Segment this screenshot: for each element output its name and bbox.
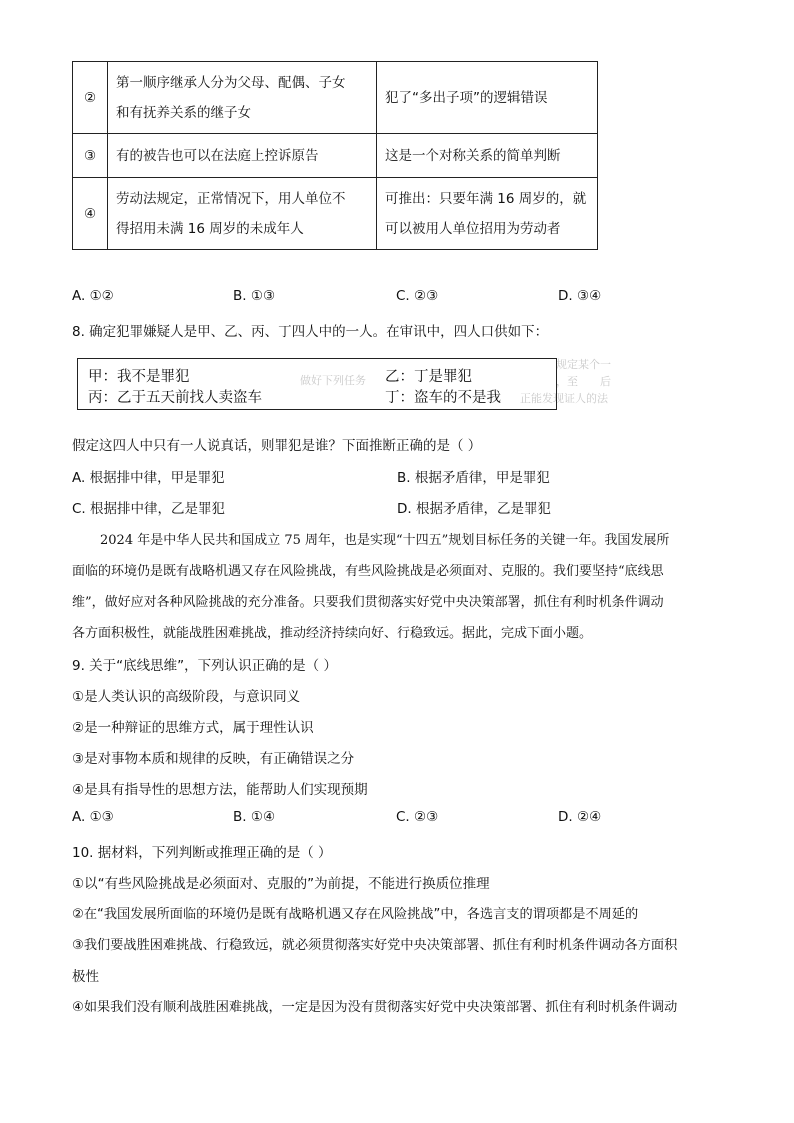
q9-option-d: D. ②④ [558,809,602,825]
testimony-bing: 丙：乙于五天前找人卖盗车 [88,390,262,406]
q10-item-3-cont: 极性 [72,969,99,985]
q8-option-a: A. 根据排中律，甲是罪犯 [72,470,225,486]
testimony-box [77,358,557,410]
q8-option-b: B. 根据矛盾律，甲是罪犯 [397,470,550,486]
material-line-3: 维”，做好应对各种风险挑战的充分准备。只要我们贯彻落实好党中央决策部署，抓住有利时机条件调动 [72,595,664,610]
q10-stem: 10. 据材料，下列判断或推理正确的是（ ） [72,845,332,861]
q9-stem: 9. 关于“底线思维”，下列认识正确的是（ ） [72,658,337,674]
q7-option-b: B. ①③ [233,288,276,304]
q9-option-c: C. ②③ [396,809,439,825]
logic-table [72,61,598,250]
q8-stem: 8. 确定犯罪嫌疑人是甲、乙、丙、丁四人中的一人。在审讯中，四人口供如下： [72,324,549,340]
table-cell: 有的被告也可以在法庭上控诉原告 [108,134,377,178]
material-line-2: 面临的环境仍是既有战略机遇又存在风险挑战，有些风险挑战是必须面对、克服的。我们要坚持“底线思 [72,564,664,579]
testimony-jia: 甲：我不是罪犯 [88,369,190,385]
table-cell: 第一顺序继承人分为父母、配偶、子女 和有抚养关系的继子女 [108,62,377,134]
material-line-4: 各方面积极性，就能战胜困难挑战，推动经济持续向好、行稳致远。据此，完成下面小题。 [72,626,593,641]
q7-option-d: D. ③④ [558,288,602,304]
table-row [73,134,598,178]
table-row [73,178,598,250]
table-cell: 劳动法规定，正常情况下，用人单位不 得招用未满 16 周岁的未成年人 [108,178,377,250]
testimony-ding: 丁：盗车的不是我 [385,390,501,406]
q8-question: 假定这四人中只有一人说真话，则罪犯是谁？下面推断正确的是（ ） [72,438,482,454]
q8-option-d: D. 根据矛盾律，乙是罪犯 [397,501,551,517]
q10-item-4: ④如果我们没有顺利战胜困难挑战，一定是因为没有贯彻落实好党中央决策部署、抓住有利时机条件调动 [72,1000,678,1015]
q9-item-4: ④是具有指导性的思想方法，能帮助人们实现预期 [72,782,368,798]
q10-item-3: ③我们要战胜困难挑战、行稳致远，就必须贯彻落实好党中央决策部署、抓住有利时机条件调动各方面积 [72,938,678,953]
q9-option-b: B. ①④ [233,809,276,825]
table-cell: 这是一个对称关系的简单判断 [377,134,598,178]
q10-item-1: ①以“有些风险挑战是必须面对、克服的”为前提，不能进行换质位推理 [72,876,490,892]
table-cell: 可推出：只要年满 16 周岁的，就 可以被用人单位招用为劳动者 [377,178,598,250]
q9-item-3: ③是对事物本质和规律的反映，有正确错误之分 [72,751,355,767]
row-number: ④ [73,178,108,250]
material-line-1: 2024 年是中华人民共和国成立 75 周年，也是实现“十四五”规划目标任务的关键一年。我国发展所 [100,533,670,548]
table-cell: 犯了“多出子项”的逻辑错误 [377,62,598,134]
row-number: ③ [73,134,108,178]
q9-item-2: ②是一种辩证的思维方式，属于理性认识 [72,720,314,736]
testimony-yi: 乙：丁是罪犯 [385,369,472,385]
q10-item-2: ②在“我国发展所面临的环境仍是既有战略机遇又存在风险挑战”中，各选言支的谓项都是不周延的 [72,907,639,922]
q8-option-c: C. 根据排中律，乙是罪犯 [72,501,226,517]
row-number: ② [73,62,108,134]
table-row [73,62,598,134]
q9-item-1: ①是人类认识的高级阶段，与意识同义 [72,689,301,705]
q7-option-a: A. ①② [72,288,114,304]
q7-option-c: C. ②③ [396,288,439,304]
q9-option-a: A. ①③ [72,809,114,825]
